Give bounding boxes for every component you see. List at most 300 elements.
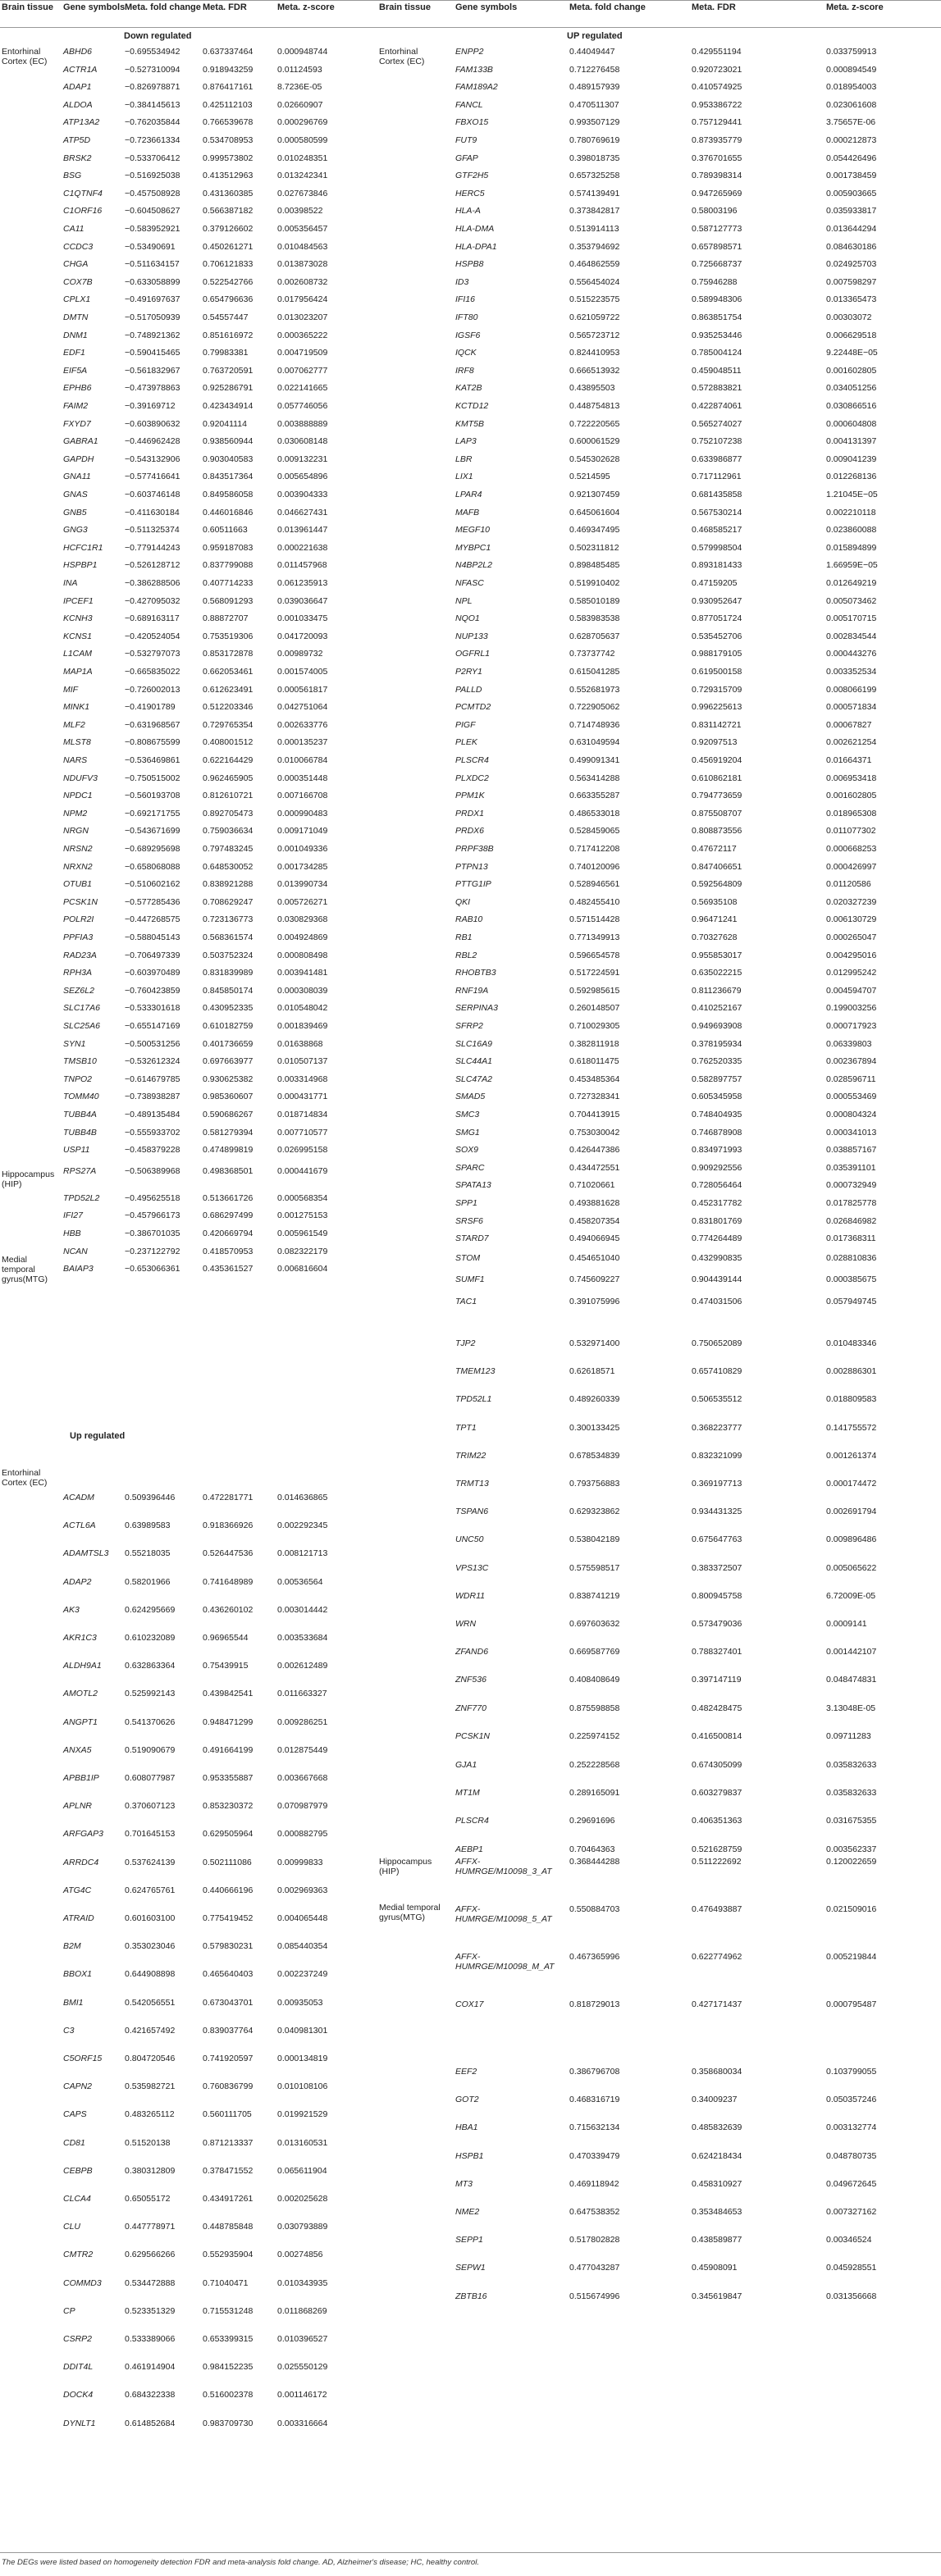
right-fdr-cell: 0.485832639 <box>692 2122 742 2133</box>
left-gene-symbol-cell: ALDOA <box>63 99 93 110</box>
left-z-score-cell: 0.000948744 <box>277 47 328 57</box>
right-z-score-cell: 0.001261374 <box>826 1450 877 1461</box>
left-fold-change-cell: 0.804720546 <box>125 2054 176 2063</box>
left-gene-symbol-cell: AMOTL2 <box>63 1689 98 1699</box>
left-fdr-cell: 0.766539678 <box>203 117 254 128</box>
right-fold-change-cell: 0.458207354 <box>569 1215 620 1226</box>
right-fdr-cell: 0.589948306 <box>692 294 742 305</box>
left-z-score-cell: 0.002292345 <box>277 1521 328 1531</box>
brain-tissue-label: Entorhinal Cortex (EC) <box>2 47 48 66</box>
right-gene-symbol-cell: HERC5 <box>455 188 485 198</box>
right-fold-change-cell: 0.574139491 <box>569 188 620 198</box>
left-gene-symbol-cell: CLU <box>63 2222 81 2232</box>
right-gene-symbol-cell: TAC1 <box>455 1296 477 1306</box>
right-fdr-cell: 0.949693908 <box>692 1021 742 1031</box>
left-fold-change-cell: −0.750515002 <box>125 773 180 783</box>
right-fdr-cell: 0.572883821 <box>692 383 742 394</box>
left-gene-symbol-cell: NRGN <box>63 826 89 837</box>
right-fdr-cell: 0.893181433 <box>692 560 742 571</box>
left-fold-change-cell: 0.624295669 <box>125 1604 176 1615</box>
right-fdr-cell: 0.605345958 <box>692 1092 742 1102</box>
left-z-score-cell: 0.039036647 <box>277 595 328 606</box>
right-fdr-cell: 0.633986877 <box>692 454 742 464</box>
left-gene-symbol-cell: TNPO2 <box>63 1074 93 1084</box>
left-gene-symbol-cell: OTUB1 <box>63 879 93 890</box>
right-gene-symbol-cell: GOT2 <box>455 2095 479 2105</box>
left-fdr-cell: 0.837799088 <box>203 560 254 571</box>
right-fold-change-cell: 0.898485485 <box>569 560 620 571</box>
right-fdr-cell: 0.947265969 <box>692 188 742 198</box>
right-z-score-cell: 0.026846982 <box>826 1215 877 1226</box>
left-fdr-cell: 0.425112103 <box>203 99 253 110</box>
right-fdr-cell: 0.748404935 <box>692 1110 742 1119</box>
left-gene-symbol-cell: ATRAID <box>63 1913 94 1923</box>
left-z-score-cell: 0.000990483 <box>277 808 328 818</box>
right-z-score-cell: 0.005170715 <box>826 613 877 624</box>
left-fold-change-cell: 0.537624139 <box>125 1857 176 1867</box>
left-fdr-cell: 0.79983381 <box>203 348 249 358</box>
right-fold-change-cell: 0.489157939 <box>569 82 620 93</box>
left-gene-symbol-cell: KCNH3 <box>63 613 93 624</box>
right-gene-symbol-cell: ENPP2 <box>455 47 484 57</box>
right-gene-symbol-cell: ZBTB16 <box>455 2291 487 2301</box>
col-header-fold-change-left: Meta. fold change <box>125 2 201 12</box>
right-fdr-cell: 0.579998504 <box>692 542 742 553</box>
left-gene-symbol-cell: ATP5D <box>63 135 91 145</box>
right-gene-symbol-cell: NME2 <box>455 2207 480 2217</box>
right-fold-change-cell: 0.494066945 <box>569 1233 620 1244</box>
left-fdr-cell: 0.423434914 <box>203 401 254 411</box>
left-fold-change-cell: −0.500531256 <box>125 1038 180 1049</box>
left-z-score-cell: 0.010484563 <box>277 241 328 252</box>
right-z-score-cell: 0.002834544 <box>826 631 877 641</box>
right-z-score-cell: 0.030866516 <box>826 401 877 411</box>
left-fold-change-cell: 0.614852684 <box>125 2418 176 2428</box>
right-fold-change-cell: 0.29691696 <box>569 1816 615 1826</box>
right-fdr-cell: 0.757129441 <box>692 117 742 128</box>
left-fdr-cell: 0.439842541 <box>203 1689 254 1699</box>
left-gene-symbol-cell: CPLX1 <box>63 294 91 305</box>
left-fold-change-cell: 0.610232089 <box>125 1633 176 1643</box>
left-fdr-cell: 0.831839989 <box>203 968 254 978</box>
right-z-score-cell: 0.038857167 <box>826 1145 877 1156</box>
table-footnote: The DEGs were listed based on homogeneity detection FDR and meta-analysis fold change. AD, Alzheimer's disease; HC, healthy control. <box>2 2558 479 2567</box>
right-gene-symbol-cell: WDR11 <box>455 1590 485 1601</box>
left-fold-change-cell: −0.427095032 <box>125 595 180 606</box>
right-fdr-cell: 0.746878908 <box>692 1127 742 1138</box>
right-fdr-cell: 0.410252167 <box>692 1003 742 1014</box>
right-fdr-cell: 0.567530214 <box>692 507 742 517</box>
left-fold-change-cell: −0.491697637 <box>125 294 180 305</box>
left-fdr-cell: 0.648530052 <box>203 861 254 872</box>
right-fold-change-cell: 0.571514428 <box>569 914 620 925</box>
left-fdr-cell: 0.534708953 <box>203 135 254 145</box>
left-fold-change-cell: 0.509396446 <box>125 1493 176 1502</box>
left-fold-change-cell: −0.489135484 <box>125 1110 180 1119</box>
brain-tissue-label: Entorhinal Cortex (EC) <box>2 1468 48 1488</box>
left-fdr-cell: 0.420669794 <box>203 1229 254 1238</box>
right-z-score-cell: 0.000426997 <box>826 861 877 872</box>
right-gene-symbol-cell: LBR <box>455 454 473 464</box>
right-z-score-cell: 0.004131397 <box>826 436 877 447</box>
left-fdr-cell: 0.812610721 <box>203 791 254 801</box>
right-gene-symbol-cell: MYBPC1 <box>455 542 491 553</box>
right-z-score-cell: 0.000212873 <box>826 135 877 145</box>
right-fdr-cell: 0.675647763 <box>692 1534 742 1545</box>
left-fold-change-cell: −0.779144243 <box>125 542 180 553</box>
right-fold-change-cell: 0.62618571 <box>569 1366 615 1377</box>
left-fold-change-cell: 0.541370626 <box>125 1717 176 1727</box>
left-fdr-cell: 0.379126602 <box>203 224 254 234</box>
left-fdr-cell: 0.435361527 <box>203 1264 254 1274</box>
left-gene-symbol-cell: ARFGAP3 <box>63 1829 104 1840</box>
col-header-fdr-left: Meta. FDR <box>203 2 247 12</box>
right-gene-symbol-cell: MT3 <box>455 2178 473 2189</box>
left-fold-change-cell: −0.384145613 <box>125 99 180 110</box>
right-fold-change-cell: 0.469347495 <box>569 525 620 536</box>
left-z-score-cell: 0.002237249 <box>277 1969 328 1980</box>
left-gene-symbol-cell: APLNR <box>63 1801 93 1812</box>
right-gene-symbol-cell: KCTD12 <box>455 401 489 411</box>
right-fold-change-cell: 0.645061604 <box>569 507 620 517</box>
right-gene-symbol-cell: OGFRL1 <box>455 649 491 659</box>
left-fold-change-cell: −0.603746148 <box>125 490 180 499</box>
left-gene-symbol-cell: BAIAP3 <box>63 1264 94 1274</box>
right-gene-symbol-cell: FBXO15 <box>455 117 489 128</box>
left-gene-symbol-cell: ACTL6A <box>63 1521 96 1531</box>
right-z-score-cell: 0.049672645 <box>826 2178 877 2189</box>
right-fold-change-cell: 0.722905062 <box>569 702 620 713</box>
left-gene-symbol-cell: INA <box>63 578 78 588</box>
right-fdr-cell: 0.794773659 <box>692 791 742 801</box>
right-fold-change-cell: 0.600061529 <box>569 436 620 447</box>
right-gene-symbol-cell: HLA-DMA <box>455 224 495 234</box>
right-gene-symbol-cell: QKI <box>455 896 471 907</box>
left-gene-symbol-cell: GNA11 <box>63 472 91 482</box>
left-fdr-cell: 0.568091293 <box>203 595 254 606</box>
left-fdr-cell: 0.60511663 <box>203 525 248 536</box>
brain-tissue-label: Medial temporal gyrus(MTG) <box>2 1255 48 1284</box>
left-gene-symbol-cell: TOMM40 <box>63 1092 99 1102</box>
left-fold-change-cell: −0.826978871 <box>125 82 180 93</box>
left-gene-symbol-cell: ACTR1A <box>63 64 98 75</box>
right-gene-symbol-cell: FUT9 <box>455 135 477 145</box>
left-fdr-cell: 0.590686267 <box>203 1110 254 1119</box>
left-fdr-cell: 0.526447536 <box>203 1548 254 1559</box>
right-z-score-cell: 0.021509016 <box>826 1904 877 1914</box>
col-header-brain-tissue-left: Brain tissue <box>2 2 53 12</box>
left-fold-change-cell: −0.738938287 <box>125 1092 180 1102</box>
left-fdr-cell: 0.753519306 <box>203 631 254 641</box>
left-z-score-cell: 0.000580599 <box>277 135 328 145</box>
right-fdr-cell: 0.521628759 <box>692 1844 742 1854</box>
left-gene-symbol-cell: SLC25A6 <box>63 1021 100 1031</box>
right-z-score-cell: 0.011077302 <box>826 826 876 837</box>
left-fold-change-cell: 0.370607123 <box>125 1801 176 1812</box>
left-fdr-cell: 0.622164429 <box>203 755 254 765</box>
left-z-score-cell: 0.000808498 <box>277 950 328 960</box>
right-fold-change-cell: 0.565723712 <box>569 330 620 340</box>
right-fdr-cell: 0.378195934 <box>692 1038 742 1049</box>
right-gene-symbol-cell: AFFX-HUMRGE/M10098_M_AT <box>455 1952 555 1972</box>
right-gene-symbol-cell: TPD52L1 <box>455 1394 492 1405</box>
right-gene-symbol-cell: IGSF6 <box>455 330 481 340</box>
right-gene-symbol-cell: SPARC <box>455 1162 485 1173</box>
left-fdr-cell: 0.512203346 <box>203 702 254 713</box>
right-z-score-cell: 0.003132774 <box>826 2122 877 2133</box>
left-fold-change-cell: 0.534472888 <box>125 2277 176 2288</box>
left-z-score-cell: 0.02660907 <box>277 99 323 110</box>
right-z-score-cell: 0.007327162 <box>826 2207 877 2217</box>
right-z-score-cell: 0.017825778 <box>826 1198 877 1208</box>
right-fdr-cell: 0.681435858 <box>692 490 742 499</box>
right-gene-symbol-cell: HBA1 <box>455 2122 478 2133</box>
right-fold-change-cell: 0.722220565 <box>569 418 620 429</box>
right-gene-symbol-cell: PLSCR4 <box>455 755 489 765</box>
left-z-score-cell: 0.00935053 <box>277 1997 323 2008</box>
left-fdr-cell: 0.465640403 <box>203 1969 254 1980</box>
left-gene-symbol-cell: DNM1 <box>63 330 88 340</box>
right-fdr-cell: 0.988179105 <box>692 649 742 659</box>
right-gene-symbol-cell: HSPB8 <box>455 259 484 270</box>
right-gene-symbol-cell: GJA1 <box>455 1760 477 1770</box>
left-fold-change-cell: −0.41901789 <box>125 702 176 713</box>
right-z-score-cell: 0.035832633 <box>826 1788 877 1799</box>
left-fdr-cell: 0.552935904 <box>203 2250 254 2260</box>
left-fold-change-cell: 0.608077987 <box>125 1773 176 1783</box>
left-gene-symbol-cell: BSG <box>63 171 82 181</box>
right-fold-change-cell: 0.469118942 <box>569 2178 619 2189</box>
right-fdr-cell: 0.635022215 <box>692 968 742 978</box>
left-gene-symbol-cell: MINK1 <box>63 702 90 713</box>
left-fdr-cell: 0.845850174 <box>203 985 254 996</box>
left-gene-symbol-cell: PPFIA3 <box>63 932 94 942</box>
right-fdr-cell: 0.800945758 <box>692 1590 742 1601</box>
right-fdr-cell: 0.429551194 <box>692 47 742 57</box>
left-gene-symbol-cell: CAPN2 <box>63 2081 93 2092</box>
right-z-score-cell: 0.000804324 <box>826 1110 877 1119</box>
left-fdr-cell: 0.566387182 <box>203 206 254 217</box>
right-gene-symbol-cell: EEF2 <box>455 2067 477 2077</box>
right-gene-symbol-cell: PCSK1N <box>455 1730 491 1741</box>
right-fdr-cell: 0.785004124 <box>692 348 742 358</box>
right-fold-change-cell: 0.545302628 <box>569 454 620 464</box>
right-z-score-cell: 0.005073462 <box>826 595 877 606</box>
right-fold-change-cell: 0.585010189 <box>569 595 620 606</box>
left-gene-symbol-cell: BMI1 <box>63 1997 84 2008</box>
right-gene-symbol-cell: LPAR4 <box>455 490 482 499</box>
left-z-score-cell: 0.002969363 <box>277 1885 328 1895</box>
table-bottom-rule <box>0 2552 941 2553</box>
left-fold-change-cell: −0.473978863 <box>125 383 180 394</box>
left-z-score-cell: 0.003904333 <box>277 490 328 499</box>
right-fdr-cell: 0.831801769 <box>692 1215 742 1226</box>
right-z-score-cell: 0.000443276 <box>826 649 877 659</box>
left-gene-symbol-cell: CD81 <box>63 2137 85 2148</box>
right-fold-change-cell: 0.715632134 <box>569 2122 620 2133</box>
left-fdr-cell: 0.797483245 <box>203 844 254 854</box>
right-fold-change-cell: 0.532971400 <box>569 1338 620 1348</box>
right-gene-symbol-cell: SLC47A2 <box>455 1074 492 1084</box>
right-gene-symbol-cell: IQCK <box>455 348 477 358</box>
left-fdr-cell: 0.448785848 <box>203 2222 254 2232</box>
right-z-score-cell: 0.002367894 <box>826 1056 877 1067</box>
left-z-score-cell: 0.002608732 <box>277 276 328 287</box>
left-fold-change-cell: −0.510602162 <box>125 879 180 890</box>
right-gene-symbol-cell: RBL2 <box>455 950 477 960</box>
right-z-score-cell: 0.018954003 <box>826 82 877 93</box>
right-fold-change-cell: 0.464862559 <box>569 259 620 270</box>
left-gene-symbol-cell: AK3 <box>63 1604 80 1615</box>
col-header-fold-change-right: Meta. fold change <box>569 2 646 12</box>
right-fold-change-cell: 0.669587769 <box>569 1647 620 1657</box>
right-fdr-cell: 0.369197713 <box>692 1479 742 1489</box>
right-gene-symbol-cell: SOX9 <box>455 1145 479 1156</box>
right-z-score-cell: 0.007598297 <box>826 276 877 287</box>
left-gene-symbol-cell: ATP13A2 <box>63 117 100 128</box>
right-z-score-cell: 0.000341013 <box>826 1127 877 1138</box>
right-fold-change-cell: 0.289165091 <box>569 1788 620 1799</box>
left-fdr-cell: 0.96965544 <box>203 1633 249 1643</box>
left-fdr-cell: 0.983709730 <box>203 2418 254 2428</box>
right-fold-change-cell: 0.993507129 <box>569 117 620 128</box>
left-z-score-cell: 0.00398522 <box>277 206 323 217</box>
left-z-score-cell: 0.001049336 <box>277 844 328 854</box>
left-gene-symbol-cell: RPH3A <box>63 968 93 978</box>
right-z-score-cell: 9.22448E−05 <box>826 348 878 358</box>
left-gene-symbol-cell: HCFC1R1 <box>63 542 103 553</box>
right-z-score-cell: 0.009041239 <box>826 454 877 464</box>
right-gene-symbol-cell: SPATA13 <box>455 1180 491 1191</box>
left-fold-change-cell: −0.658068088 <box>125 861 180 872</box>
left-fold-change-cell: 0.63989583 <box>125 1521 171 1531</box>
left-z-score-cell: 0.001734285 <box>277 861 328 872</box>
subheader-up-regulated-left: Up regulated <box>70 1431 126 1441</box>
left-gene-symbol-cell: L1CAM <box>63 649 93 659</box>
right-gene-symbol-cell: SERPINA3 <box>455 1003 498 1014</box>
right-fdr-cell: 0.728056464 <box>692 1180 742 1191</box>
left-gene-symbol-cell: GNB5 <box>63 507 87 517</box>
right-z-score-cell: 0.015894899 <box>826 542 877 553</box>
right-fold-change-cell: 0.647538352 <box>569 2207 620 2217</box>
right-gene-symbol-cell: SRSF6 <box>455 1215 483 1226</box>
right-z-score-cell: 0.033759913 <box>826 47 877 57</box>
right-fold-change-cell: 0.550884703 <box>569 1904 620 1914</box>
right-gene-symbol-cell: STARD7 <box>455 1233 489 1244</box>
left-z-score-cell: 0.010507137 <box>277 1056 328 1067</box>
left-gene-symbol-cell: TPD52L2 <box>63 1192 100 1203</box>
left-fdr-cell: 0.985360607 <box>203 1092 254 1102</box>
left-fdr-cell: 0.903040583 <box>203 454 254 464</box>
right-fold-change-cell: 0.43895503 <box>569 383 615 394</box>
left-fold-change-cell: −0.457508928 <box>125 188 180 198</box>
left-fold-change-cell: 0.523351329 <box>125 2305 176 2316</box>
left-fdr-cell: 0.673043701 <box>203 1997 254 2008</box>
left-gene-symbol-cell: NPDC1 <box>63 791 93 801</box>
left-gene-symbol-cell: HBB <box>63 1229 81 1238</box>
left-z-score-cell: 0.019921529 <box>277 2109 328 2120</box>
left-z-score-cell: 0.013961447 <box>277 525 328 536</box>
left-fold-change-cell: −0.603970489 <box>125 968 180 978</box>
right-gene-symbol-cell: SEPW1 <box>455 2263 486 2273</box>
left-z-score-cell: 0.00274856 <box>277 2250 323 2260</box>
left-z-score-cell: 0.082322179 <box>277 1246 328 1256</box>
right-z-score-cell: 0.004594707 <box>826 985 877 996</box>
left-z-score-cell: 0.000568354 <box>277 1192 328 1203</box>
left-z-score-cell: 0.000308039 <box>277 985 328 996</box>
right-z-score-cell: 0.006953418 <box>826 773 877 783</box>
right-fold-change-cell: 0.517224591 <box>569 968 620 978</box>
left-z-score-cell: 0.007062777 <box>277 365 328 376</box>
left-fold-change-cell: −0.560193708 <box>125 791 180 801</box>
left-z-score-cell: 0.000135237 <box>277 737 328 748</box>
right-fdr-cell: 0.474031506 <box>692 1296 742 1306</box>
right-z-score-cell: 0.000795487 <box>826 1999 877 2009</box>
left-fdr-cell: 0.892705473 <box>203 808 254 818</box>
right-z-score-cell: 0.199003256 <box>826 1003 877 1014</box>
right-fold-change-cell: 0.596654578 <box>569 950 620 960</box>
right-fold-change-cell: 0.663355287 <box>569 791 620 801</box>
right-z-score-cell: 0.001442107 <box>826 1647 877 1657</box>
left-z-score-cell: 0.003314968 <box>277 1074 328 1084</box>
left-fdr-cell: 0.75439915 <box>203 1661 249 1671</box>
left-fold-change-cell: 0.629566266 <box>125 2250 176 2260</box>
left-fold-change-cell: 0.535982721 <box>125 2081 176 2092</box>
right-z-score-cell: 0.000174472 <box>826 1479 877 1489</box>
right-fdr-cell: 0.657898571 <box>692 241 742 252</box>
right-fold-change-cell: 0.73737742 <box>569 649 615 659</box>
left-fdr-cell: 0.938560944 <box>203 436 254 447</box>
right-z-score-cell: 0.048474831 <box>826 1675 877 1685</box>
right-z-score-cell: 0.001738459 <box>826 171 877 181</box>
right-fold-change-cell: 0.515674996 <box>569 2291 620 2301</box>
right-fold-change-cell: 0.710029305 <box>569 1021 620 1031</box>
left-fdr-cell: 0.930625382 <box>203 1074 254 1084</box>
right-fdr-cell: 0.875508707 <box>692 808 742 818</box>
right-fold-change-cell: 0.5214595 <box>569 472 610 482</box>
left-gene-symbol-cell: ANXA5 <box>63 1744 92 1755</box>
left-gene-symbol-cell: NRXN2 <box>63 861 93 872</box>
right-gene-symbol-cell: RAB10 <box>455 914 483 925</box>
right-fold-change-cell: 0.583983538 <box>569 613 620 624</box>
right-gene-symbol-cell: NFASC <box>455 578 484 588</box>
right-fdr-cell: 0.808873556 <box>692 826 742 837</box>
right-gene-symbol-cell: SLC16A9 <box>455 1038 492 1049</box>
right-z-score-cell: 0.013644294 <box>826 224 877 234</box>
right-z-score-cell: 0.000717923 <box>826 1021 877 1031</box>
right-fold-change-cell: 0.260148507 <box>569 1003 620 1014</box>
right-z-score-cell: 0.000604808 <box>826 418 877 429</box>
left-fdr-cell: 0.502111086 <box>203 1857 252 1867</box>
left-fold-change-cell: −0.532612324 <box>125 1056 180 1067</box>
right-fold-change-cell: 0.70464363 <box>569 1844 615 1854</box>
col-header-brain-tissue-right: Brain tissue <box>379 2 431 12</box>
left-fdr-cell: 0.729765354 <box>203 719 254 730</box>
right-fdr-cell: 0.873935779 <box>692 135 742 145</box>
right-z-score-cell: 6.72009E-05 <box>826 1590 876 1601</box>
left-fold-change-cell: −0.689295698 <box>125 844 180 854</box>
left-z-score-cell: 0.027673846 <box>277 188 328 198</box>
right-fdr-cell: 0.358680034 <box>692 2067 742 2077</box>
left-fdr-cell: 0.697663977 <box>203 1056 254 1067</box>
right-fold-change-cell: 0.382811918 <box>569 1038 619 1049</box>
right-fold-change-cell: 0.697603632 <box>569 1619 620 1629</box>
right-fdr-cell: 0.573479036 <box>692 1619 742 1629</box>
right-gene-symbol-cell: PTTG1IP <box>455 879 491 890</box>
left-gene-symbol-cell: COMMD3 <box>63 2277 102 2288</box>
right-fdr-cell: 0.422874061 <box>692 401 742 411</box>
right-fold-change-cell: 0.448754813 <box>569 401 620 411</box>
